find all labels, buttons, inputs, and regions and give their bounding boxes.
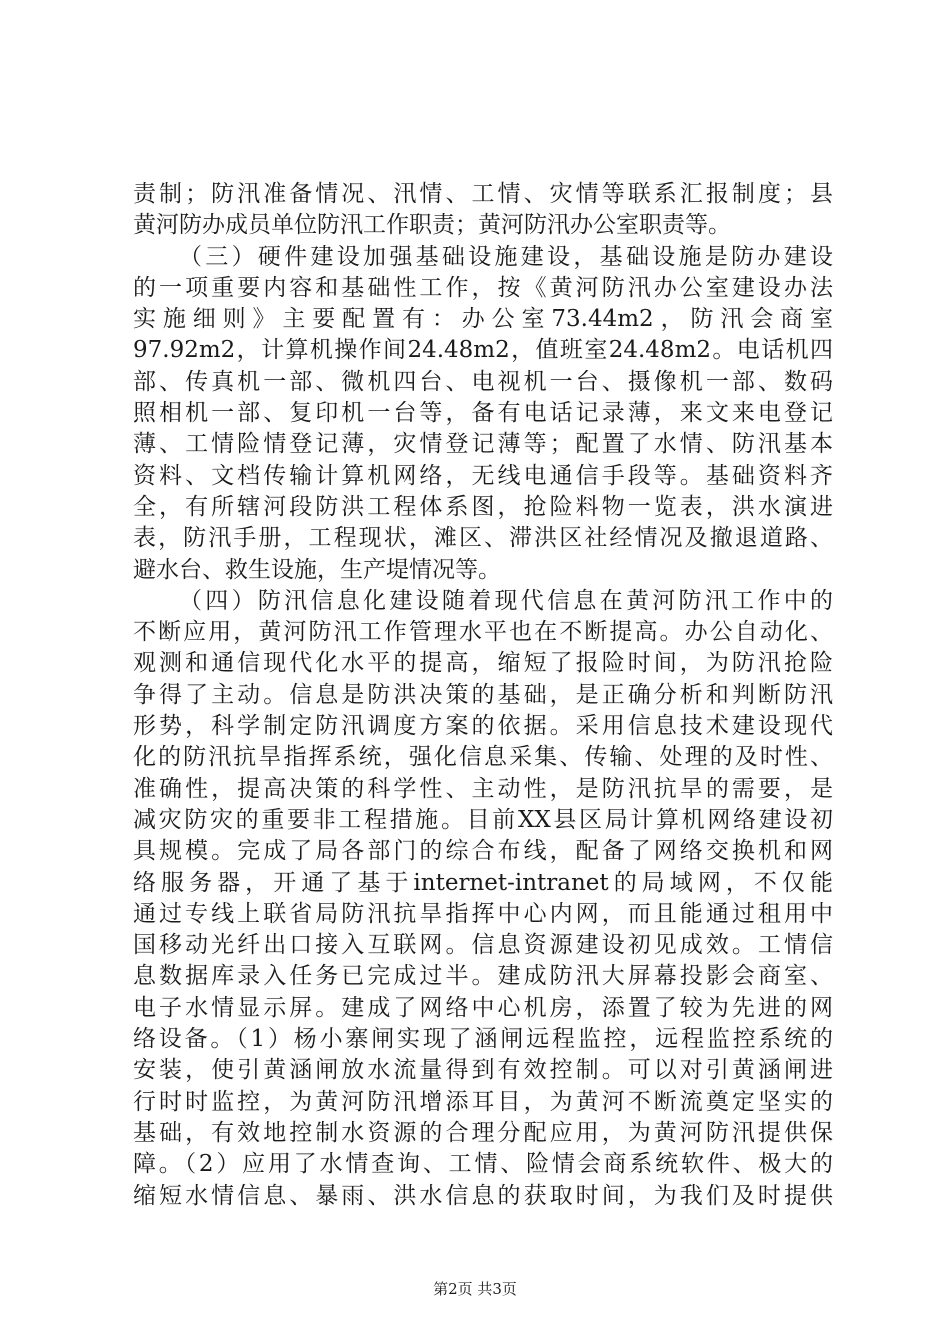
text-line: 的一项重要内容和基础性工作，按《黄河防汛办公室建设办法	[133, 274, 833, 301]
text-line: 络服务器，开通了基于internet-intranet的局域网，不仅能	[133, 869, 833, 896]
text-line: 责制；防汛准备情况、汛情、工情、灾情等联系汇报制度；县	[133, 181, 833, 207]
page-number-footer: 第2页 共3页	[433, 1280, 517, 1298]
text-line: 基础，有效地控制水资源的合理分配应用，为黄河防汛提供保	[133, 1119, 833, 1146]
text-line: 表，防汛手册，工程现状，滩区、滞洪区社经情况及撤退道路、	[133, 525, 833, 552]
paragraph-start-line: （四）防汛信息化建设随着现代信息在黄河防汛工作中的	[179, 587, 833, 614]
text-line: 行时时监控，为黄河防汛增添耳目，为黄河不断流奠定坚实的	[133, 1088, 833, 1115]
text-line: 安装，使引黄涵闸放水流量得到有效控制。可以对引黄涵闸进	[133, 1057, 833, 1084]
text-line: 缩短水情信息、暴雨、洪水信息的获取时间，为我们及时提供	[133, 1182, 833, 1209]
text-line: 减灾防灾的重要非工程措施。目前XX县区局计算机网络建设初	[133, 806, 833, 833]
text-line: 形势，科学制定防汛调度方案的依据。采用信息技术建设现代	[133, 713, 833, 740]
text-line: 避水台、救生设施，生产堤情况等。	[133, 556, 501, 583]
text-line: 观测和通信现代化水平的提高，缩短了报险时间，为防汛抢险	[133, 650, 833, 677]
text-line: 电子水情显示屏。建成了网络中心机房，添置了较为先进的网	[133, 994, 833, 1021]
text-line: 化的防汛抗旱指挥系统，强化信息采集、传输、处理的及时性、	[133, 744, 833, 771]
text-line: 照相机一部、复印机一台等，备有电话记录薄，来文来电登记	[133, 400, 833, 427]
text-line: 争得了主动。信息是防洪决策的基础，是正确分析和判断防汛	[133, 681, 833, 708]
text-line: 97.92m2，计算机操作间24.48m2，值班室24.48m2。电话机四	[133, 337, 833, 364]
text-line: 不断应用，黄河防汛工作管理水平也在不断提高。办公自动化、	[133, 619, 833, 646]
text-line: 障。（2）应用了水情查询、工情、险情会商系统软件、极大的	[133, 1151, 833, 1178]
text-line: 实施细则》主要配置有：办公室73.44m2，防汛会商室	[133, 306, 833, 333]
text-line: 全，有所辖河段防洪工程体系图，抢险料物一览表，洪水演进	[133, 493, 833, 520]
text-line: 薄、工情险情登记薄，灾情登记薄等；配置了水情、防汛基本	[133, 431, 833, 458]
text-line: 部、传真机一部、微机四台、电视机一台、摄像机一部、数码	[133, 368, 833, 395]
text-line: 资料、文档传输计算机网络，无线电通信手段等。基础资料齐	[133, 462, 833, 489]
text-line: 息数据库录入任务已完成过半。建成防汛大屏幕投影会商室、	[133, 963, 833, 990]
text-line: 准确性，提高决策的科学性、主动性，是防汛抗旱的需要，是	[133, 775, 833, 802]
text-line: 络设备。（1）杨小寨闸实现了涵闸远程监控，远程监控系统的	[133, 1026, 833, 1053]
text-line: 国移动光纤出口接入互联网。信息资源建设初见成效。工情信	[133, 932, 833, 959]
paragraph-start-line: （三）硬件建设加强基础设施建设，基础设施是防办建设	[179, 243, 833, 270]
text-line: 黄河防办成员单位防汛工作职责；黄河防汛办公室职责等。	[133, 212, 731, 239]
text-line: 通过专线上联省局防汛抗旱指挥中心内网，而且能通过租用中	[133, 900, 833, 927]
document-body	[133, 179, 833, 1212]
text-line: 具规模。完成了局各部门的综合布线，配备了网络交换机和网	[133, 838, 833, 865]
